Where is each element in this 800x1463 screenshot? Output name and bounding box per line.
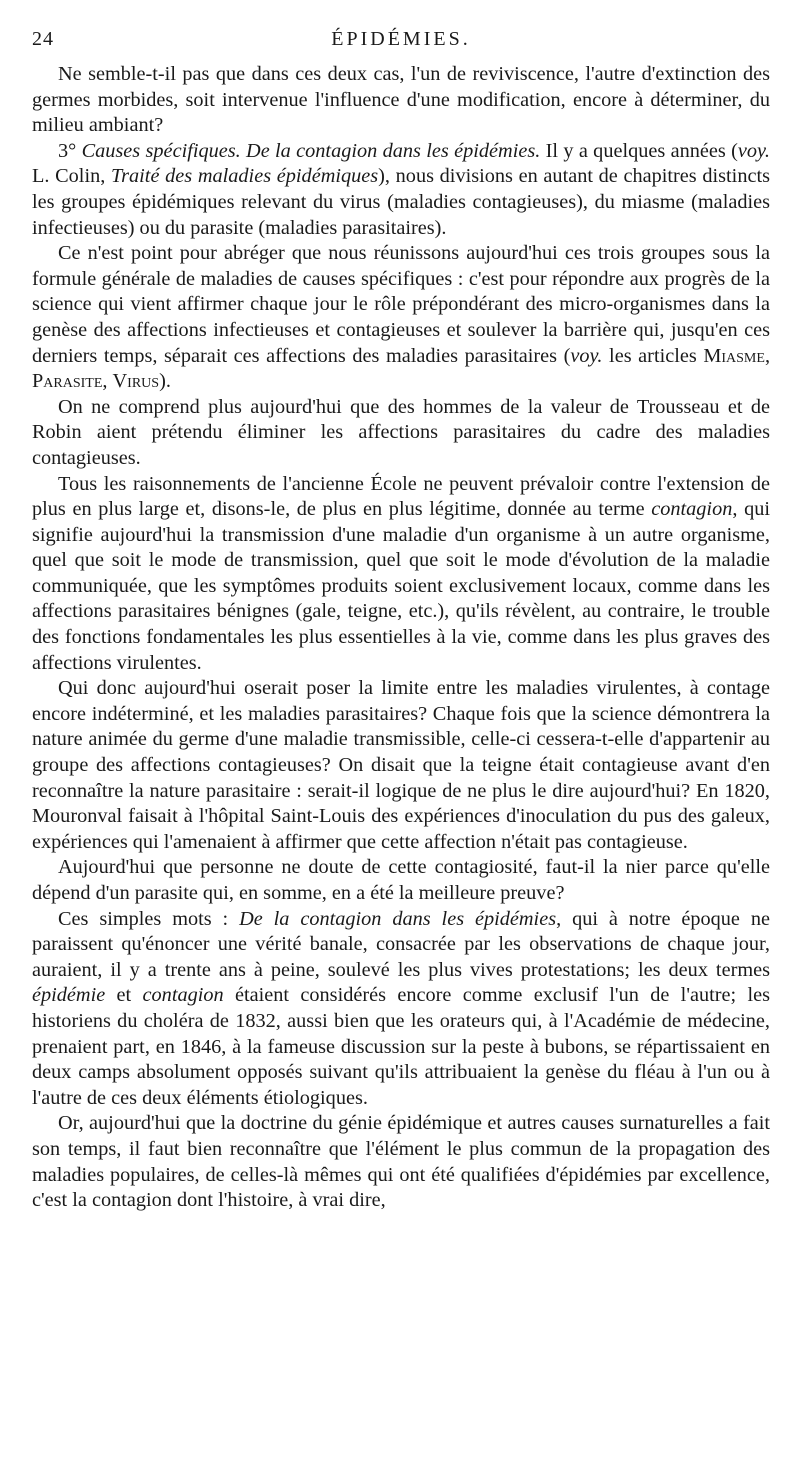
paragraph [32, 139, 770, 241]
paragraph [32, 62, 770, 139]
text-run: Qui donc aujourd'hui oserait poser la limite entre les maladies virulentes, à contage encore indéterminé, et les maladies parasitaires? Chaque fois que la science démontrera la nature animée du germe d'une maladie transmissible, celle-ci cessera-t-elle d'appartenir au groupe des affections contagieuses? On disait que la teigne était contagieuse avant d'en reconnaître la nature parasitaire : serait-il logique de ne plus le dire aujourd'hui? En 1820, Mouronval faisait à l'hôpital Saint-Louis des expériences d'inoculation du pus des galeux, expériences qui l'amenaient à affirmer que cette affection n'était pas contagieuse. [32, 677, 770, 853]
text-run: , qui à notre époque ne paraissent qu'énoncer une vérité banale, consacrée par les observations de chaque jour, auraient, il y a trente ans à peine, soulevé les plus vives protestations; les deux termes [32, 907, 770, 981]
paragraph [32, 676, 770, 855]
text-run: Ces simples mots : [58, 907, 240, 930]
running-title: ÉPIDÉMIES. [331, 28, 471, 50]
small-caps-text: Miasme [703, 344, 765, 367]
paragraph [32, 241, 770, 395]
text-run: étaient considérés encore comme exclusif l'un de l'autre; les historiens du choléra de 1832, aussi bien que les orateurs qui, à l'Académie de médecine, prenaient part, en 1846, à la fameuse discussion sur la peste à bubons, se répartissaient en deux camps absolument opposés suivant qu'ils attribuaient la genèse du fléau à l'un ou à l'autre de ces deux éléments étiologiques. [32, 984, 771, 1109]
text-run: Aujourd'hui que personne ne doute de cette contagiosité, faut-il la nier parce qu'elle dépend d'un parasite qui, en somme, en a été la meilleure preuve? [32, 856, 770, 904]
paragraph [32, 855, 770, 906]
text-run: ), nous divisions en autant de chapitres distincts les groupes épidémiques relevant du virus (maladies contagieuses), du miasme (maladies infectieuses) ou du parasite (maladies parasitaires). [32, 165, 770, 239]
paragraph [32, 907, 770, 1112]
paragraph [32, 395, 770, 472]
text-run: L. Colin, [32, 165, 111, 188]
text-run: Ce n'est point pour abréger que nous réunissons aujourd'hui ces trois groupes sous la formule générale de maladies de causes spécifiques : c'est pour répondre aux progrès de la science qui vient affirmer chaque jour le rôle prépondérant des micro-organismes dans la genèse des affections infectieuses et contagieuses et soulever la barrière qui, jusqu'en ces derniers temps, séparait ces affections des maladies parasitaires ( [32, 242, 770, 367]
page-number: 24 [32, 28, 54, 50]
body-text [32, 62, 770, 1214]
text-run: Il y a quelques années ( [540, 139, 738, 162]
italic-text: De la contagion dans les épidémies [239, 907, 557, 930]
text-run: les articles [602, 344, 704, 367]
italic-text: voy. [737, 139, 770, 162]
italic-text: voy. [570, 344, 603, 367]
paragraph [32, 1111, 770, 1213]
text-run: , [102, 370, 113, 393]
italic-text: Traité des maladies épidémiques [110, 165, 379, 188]
text-run: 3° [58, 139, 82, 162]
text-run: , [764, 344, 771, 367]
italic-text: Causes spécifiques. De la contagion dans les épidémies. [81, 139, 541, 162]
text-run: et [105, 984, 143, 1007]
text-run: ). [159, 370, 171, 393]
italic-text: épidémie [32, 984, 106, 1007]
text-run: On ne comprend plus aujourd'hui que des hommes de la valeur de Trousseau et de Robin aient prétendu éliminer les affections parasitaires du cadre des maladies contagieuses. [32, 395, 770, 469]
text-run: Ne semble-t-il pas que dans ces deux cas, l'un de reviviscence, l'autre d'extinction des germes morbides, soit intervenue l'influence d'une modification, encore à déterminer, du milieu ambiant? [32, 63, 770, 137]
page-header [32, 28, 770, 54]
text-run: , qui signifie aujourd'hui la transmission d'une maladie d'un organisme à un autre organisme, quel que soit le mode de transmission, quel que soit le mode d'évolution de la maladie communiquée, que les symptômes produits soient exclusivement locaux, comme dans les affections parasitaires bénignes (gale, teigne, etc.), qu'ils révèlent, au contraire, le trouble des fonctions fondamentales les plus essentielles à la vie, comme dans les plus graves des affections virulentes. [32, 498, 770, 674]
italic-text: contagion [142, 984, 224, 1007]
text-run: Or, aujourd'hui que la doctrine du génie épidémique et autres causes surnaturelles a fait son temps, il faut bien reconnaître que l'élément le plus commun de la propagation des maladies populaires, de celles-là mêmes qui ont été qualifiées d'épidémies par excellence, c'est la contagion dont l'histoire, à vrai dire, [32, 1112, 770, 1212]
paragraph [32, 472, 770, 677]
small-caps-text: Parasite [32, 370, 103, 393]
text-run: Tous les raisonnements de l'ancienne École ne peuvent prévaloir contre l'extension de plus en plus large et, disons-le, de plus en plus légitime, donnée au terme [32, 472, 770, 521]
small-caps-text: Virus [112, 370, 160, 393]
italic-text: contagion [651, 498, 733, 521]
